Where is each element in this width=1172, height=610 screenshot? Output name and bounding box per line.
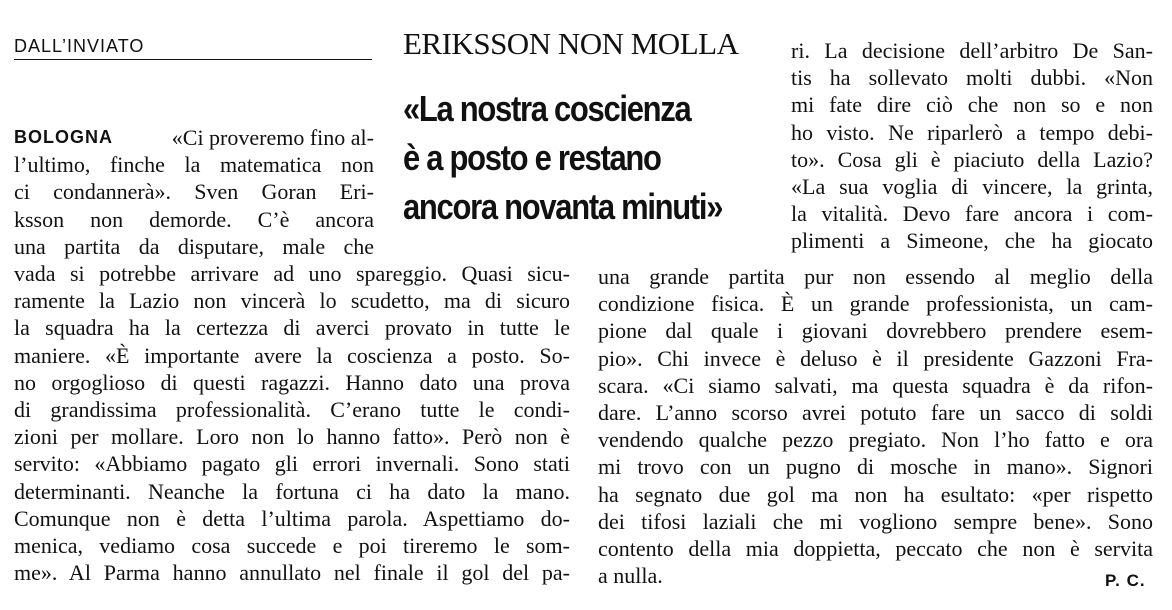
headline-line: ancora novanta minuti» [403, 186, 723, 227]
text-line-content: l’ultimo, finche la matematica non [14, 152, 374, 178]
text-line [14, 505, 570, 532]
text-line [14, 559, 570, 586]
text-line-content: «Ci proveremo fino al- [171, 125, 374, 150]
text-line [791, 91, 1153, 118]
text-line-content: determinanti. Neanche la fortuna ci ha dato la mano. [14, 478, 570, 504]
text-line-content: ho visto. Ne riparlerò a tempo debi- [791, 119, 1153, 145]
text-line [14, 532, 570, 559]
text-line [14, 124, 374, 151]
text-line-content: servito: «Abbiamo pagato gli errori invernali. Sono stati [14, 451, 570, 477]
text-line-content: menica, vediamo cosa succede e poi tireremo le som- [14, 533, 570, 559]
text-line [14, 151, 374, 178]
text-line-content: mi trovo con un pugno di mosche in mano». Signori [598, 454, 1153, 480]
text-line-content: plimenti a Simeone, che ha giocato [791, 228, 1153, 254]
text-line-content: la squadra ha la certezza di averci provato in tutte le [14, 315, 570, 341]
author-signature: P. C. [1105, 571, 1146, 590]
section-kicker: DALL’INVIATO [14, 36, 372, 60]
text-line [14, 396, 570, 423]
text-line [598, 535, 1153, 562]
text-line [598, 481, 1153, 508]
text-line-content: me». Al Parma hanno annullato nel finale il gol del pa- [14, 560, 570, 586]
text-line-content: ksson non demorde. C’è ancora [14, 206, 374, 232]
text-line [791, 173, 1153, 200]
text-line [14, 314, 570, 341]
text-line [598, 426, 1153, 453]
text-line [791, 146, 1153, 173]
text-line [598, 345, 1153, 372]
text-line-content: pio». Chi invece è deluso è il presidente Gazzoni Fra- [598, 345, 1153, 371]
text-line [14, 369, 570, 396]
column-2-top [791, 37, 1153, 255]
text-line [14, 287, 570, 314]
text-line-content: pione dal quale i giovani dovrebbero prendere esem- [598, 318, 1153, 344]
text-line-content: una grande partita pur non essendo al meglio della [598, 264, 1153, 289]
text-line [598, 399, 1153, 426]
text-line [598, 508, 1153, 535]
text-line-content: ri. La decisione dell’arbitro De San- [791, 38, 1153, 63]
text-line [14, 450, 570, 477]
text-line [598, 372, 1153, 399]
headline-line: è a posto e restano [403, 137, 661, 178]
text-line-content: una partita da disputare, male che [14, 233, 374, 259]
text-line [14, 478, 570, 505]
text-line-content: Comunque non è detta l’ultima parola. Aspettiamo do- [14, 505, 570, 531]
text-line [598, 263, 1153, 290]
column-1-bottom [14, 260, 570, 586]
text-line [14, 178, 374, 205]
text-line: a nulla. [598, 563, 663, 589]
column-2-bottom [598, 263, 1153, 589]
text-line-content: mi fate dire ciò che non so e non [791, 92, 1153, 118]
headline [403, 84, 721, 231]
text-line-content: no orgoglioso di questi ragazzi. Hanno dato una prova [14, 369, 570, 395]
text-line [14, 260, 570, 287]
text-line [791, 64, 1153, 91]
text-line-content: ha segnato due gol ma non ha esultato: «per rispetto [598, 481, 1153, 507]
text-line [791, 200, 1153, 227]
column-1-top [14, 124, 374, 260]
text-line-content: ramente la Lazio non vincerà lo scudetto, ma di sicuro [14, 288, 570, 314]
text-line-content: ci condannerà». Sven Goran Eri- [14, 179, 374, 205]
text-line-content: condizione fisica. È un grande professionista, un cam- [598, 291, 1153, 317]
text-line [14, 206, 374, 233]
dateline: BOLOGNA [14, 127, 113, 147]
text-line-content: maniere. «È importante avere la coscienza a posto. So- [14, 342, 570, 368]
text-line-content: contento della mia doppietta, peccato che non è servita [598, 536, 1153, 562]
text-line [598, 453, 1153, 480]
text-line-content: la vitalità. Devo fare ancora i com- [791, 201, 1153, 227]
text-line [14, 233, 374, 260]
text-line [14, 423, 570, 450]
text-line [598, 290, 1153, 317]
text-line-content: scara. «Ci siamo salvati, ma questa squadra è da rifon- [598, 372, 1153, 398]
text-line-content: di grandissima professionalità. C’erano tutte le condi- [14, 397, 570, 423]
text-line [791, 227, 1153, 254]
headline-line: «La nostra coscienza [403, 88, 691, 129]
text-line-content: «La sua voglia di vincere, la grinta, [791, 174, 1153, 200]
text-line-content: dare. L’anno scorso avrei potuto fare un sacco di soldi [598, 400, 1153, 426]
text-line-content: zioni per mollare. Loro non lo hanno fatto». Però non è [14, 424, 570, 450]
text-line-content: vendendo qualche pezzo pregiato. Non l’ho fatto e ora [598, 427, 1153, 453]
text-line [598, 317, 1153, 344]
text-line-content: dei tifosi laziali che mi vogliono sempre bene». Sono [598, 508, 1153, 534]
text-line [791, 37, 1153, 64]
text-line-content: tis ha sollevato molti dubbi. «Non [791, 65, 1153, 91]
text-line [14, 342, 570, 369]
text-line [791, 119, 1153, 146]
text-line-content: to». Cosa gli è piaciuto della Lazio? [791, 146, 1153, 172]
overline-title: ERIKSSON NON MOLLA [403, 26, 739, 61]
text-line-content: vada si potrebbe arrivare ad uno spareggio. Quasi sicu- [14, 261, 570, 286]
